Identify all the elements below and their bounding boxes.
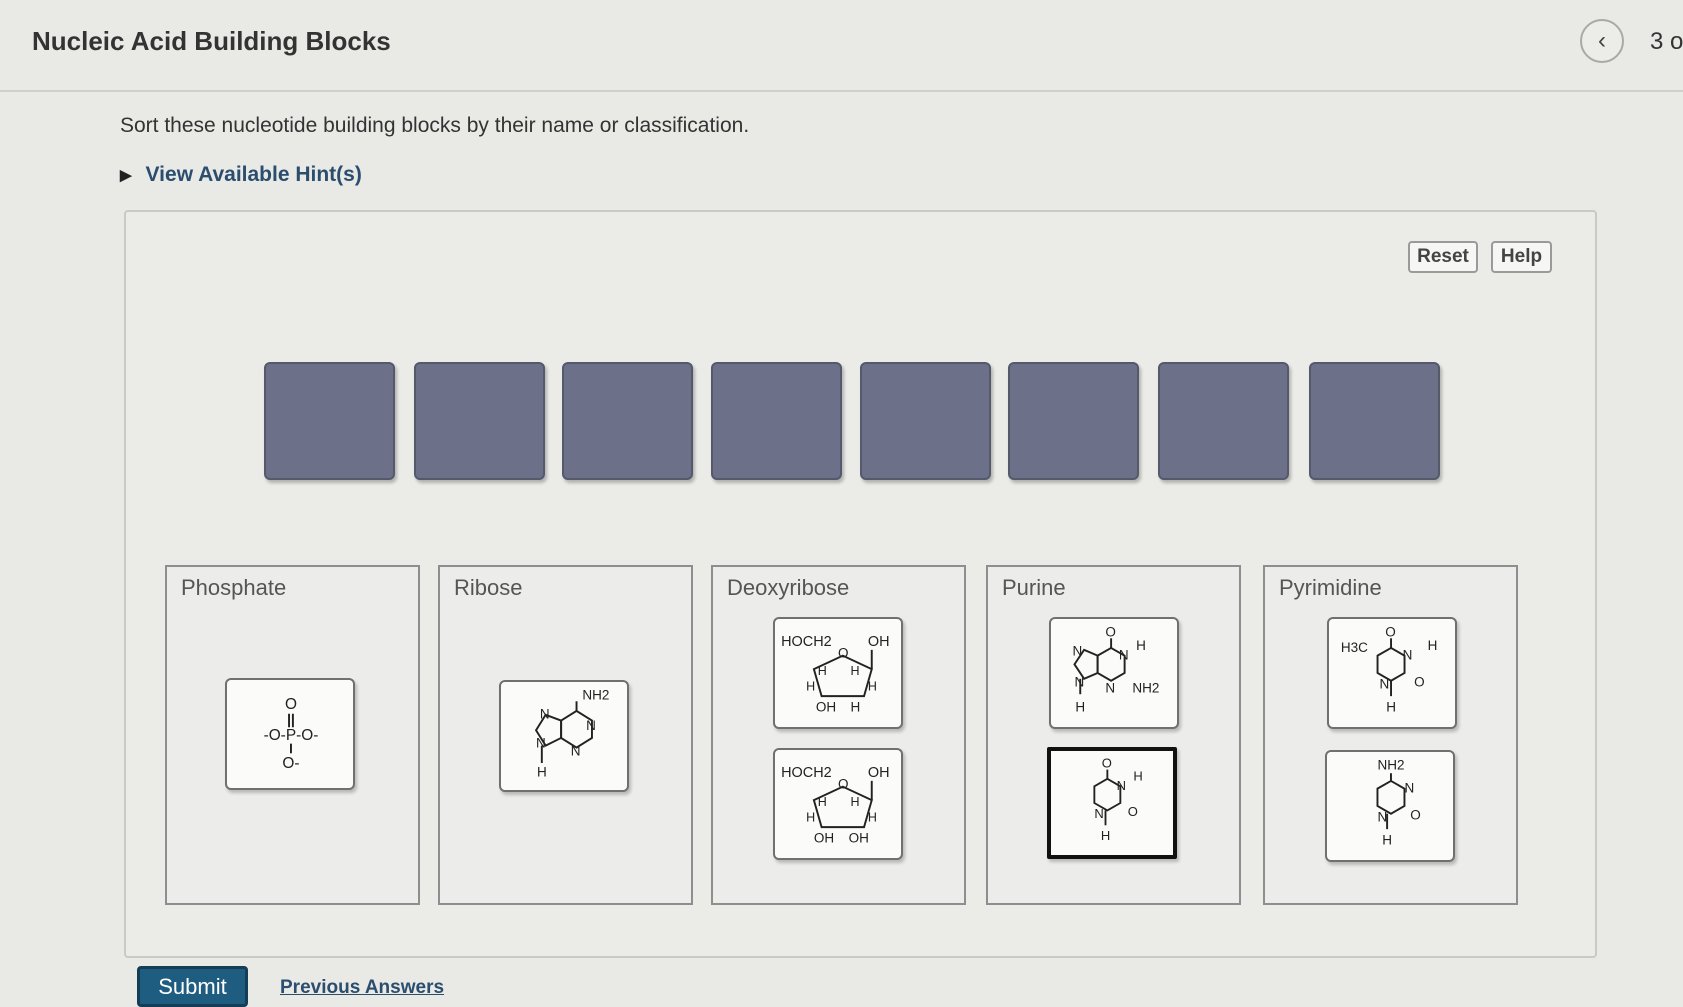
empty-drop-slot[interactable]: [711, 362, 842, 480]
atom-label: O: [284, 695, 297, 713]
atom-label: HOCH2: [781, 634, 832, 650]
atom-label: N: [1118, 647, 1129, 663]
atom-label: NH2: [1132, 680, 1160, 696]
bin-label: Ribose: [454, 575, 523, 600]
atom-label: N: [1404, 780, 1415, 796]
atom-label: H: [806, 679, 816, 694]
help-button[interactable]: Help: [1491, 241, 1552, 273]
atom-label: N: [586, 718, 596, 734]
molecule-card-cytosine[interactable]: [1325, 750, 1455, 862]
atom-label: O: [1414, 674, 1425, 690]
atom-label: N: [1116, 778, 1127, 793]
atom-label: H: [806, 810, 816, 825]
molecule-card-uracil[interactable]: [1047, 747, 1177, 859]
atom-label: H: [1075, 699, 1086, 715]
chevron-left-icon: ‹: [1598, 27, 1606, 54]
bin-label: Phosphate: [181, 575, 287, 600]
previous-answers-link[interactable]: Previous Answers: [280, 977, 445, 998]
atom-label: O: [1385, 624, 1396, 640]
atom-label: OH: [813, 830, 835, 846]
atom-label: N: [1377, 809, 1388, 825]
atom-label: H: [867, 679, 877, 694]
atom-label: N: [539, 706, 550, 722]
atom-label: O: [1127, 804, 1138, 819]
caret-right-icon: ▶: [120, 167, 132, 184]
page-counter: 3 o: [1650, 28, 1683, 55]
atom-label: HOCH2: [781, 765, 832, 781]
molecule-card-adenine[interactable]: [499, 680, 629, 792]
atom-label: O: [1410, 807, 1421, 823]
atom-label: O: [838, 776, 849, 792]
atom-label: H: [867, 810, 877, 825]
empty-drop-slot[interactable]: [414, 362, 545, 480]
empty-drop-slot[interactable]: [562, 362, 693, 480]
molecule-card-ribose[interactable]: [773, 748, 903, 860]
atom-label: -O-P-O-: [263, 726, 319, 744]
header-bar: [0, 0, 1683, 92]
empty-drop-slot[interactable]: [1158, 362, 1289, 480]
atom-label: N: [1094, 805, 1104, 821]
atom-label: NH2: [1377, 757, 1405, 773]
molecule-card-thymine[interactable]: [1327, 617, 1457, 729]
atom-label: O: [1105, 624, 1116, 640]
empty-drop-slot[interactable]: [1309, 362, 1440, 480]
atom-label: N: [1402, 647, 1413, 663]
molecule-card-guanine[interactable]: [1049, 617, 1179, 729]
reset-button[interactable]: Reset: [1408, 241, 1478, 273]
page-title: Nucleic Acid Building Blocks: [32, 26, 391, 56]
atom-label: OH: [848, 830, 869, 846]
molecule-card-deoxyribose[interactable]: [773, 617, 903, 729]
atom-label: OH: [867, 765, 890, 781]
atom-label: O: [838, 645, 849, 661]
molecule-card-phosphate[interactable]: [225, 678, 355, 790]
atom-label: H: [817, 663, 827, 678]
atom-label: H: [1133, 768, 1143, 784]
instructions-text: Sort these nucleotide building blocks by their name or classification.: [120, 114, 750, 137]
atom-label: N: [1072, 643, 1083, 659]
atom-label: H: [850, 794, 860, 809]
bin-label: Pyrimidine: [1279, 575, 1382, 600]
empty-drop-slot[interactable]: [264, 362, 395, 480]
atom-label: H: [1386, 699, 1396, 715]
previous-item-button[interactable]: [1580, 19, 1624, 63]
atom-label: H: [850, 663, 860, 678]
atom-label: H: [1382, 832, 1393, 848]
atom-label: H: [537, 764, 547, 780]
atom-label: NH2: [582, 687, 610, 703]
bin-label: Purine: [1002, 575, 1066, 600]
bin-label: Deoxyribose: [727, 575, 850, 600]
atom-label: O: [1101, 755, 1112, 771]
atom-label: OH: [815, 699, 837, 715]
atom-label: H: [817, 794, 827, 809]
atom-label: O-: [282, 754, 300, 772]
atom-label: N: [1074, 674, 1085, 690]
atom-label: H: [850, 699, 861, 715]
atom-label: OH: [867, 634, 890, 650]
view-hints-label: View Available Hint(s): [145, 163, 362, 186]
atom-label: N: [536, 735, 546, 751]
atom-label: N: [1105, 680, 1116, 696]
submit-button[interactable]: Submit: [137, 966, 248, 1007]
atom-label: H: [1136, 637, 1146, 653]
atom-label: H3C: [1340, 639, 1368, 655]
view-hints-toggle[interactable]: [120, 163, 362, 187]
atom-label: H: [1100, 828, 1111, 844]
empty-drop-slot[interactable]: [860, 362, 991, 480]
atom-label: H: [1427, 637, 1438, 653]
atom-label: N: [1379, 676, 1390, 692]
atom-label: N: [570, 743, 581, 759]
empty-drop-slot[interactable]: [1008, 362, 1139, 480]
